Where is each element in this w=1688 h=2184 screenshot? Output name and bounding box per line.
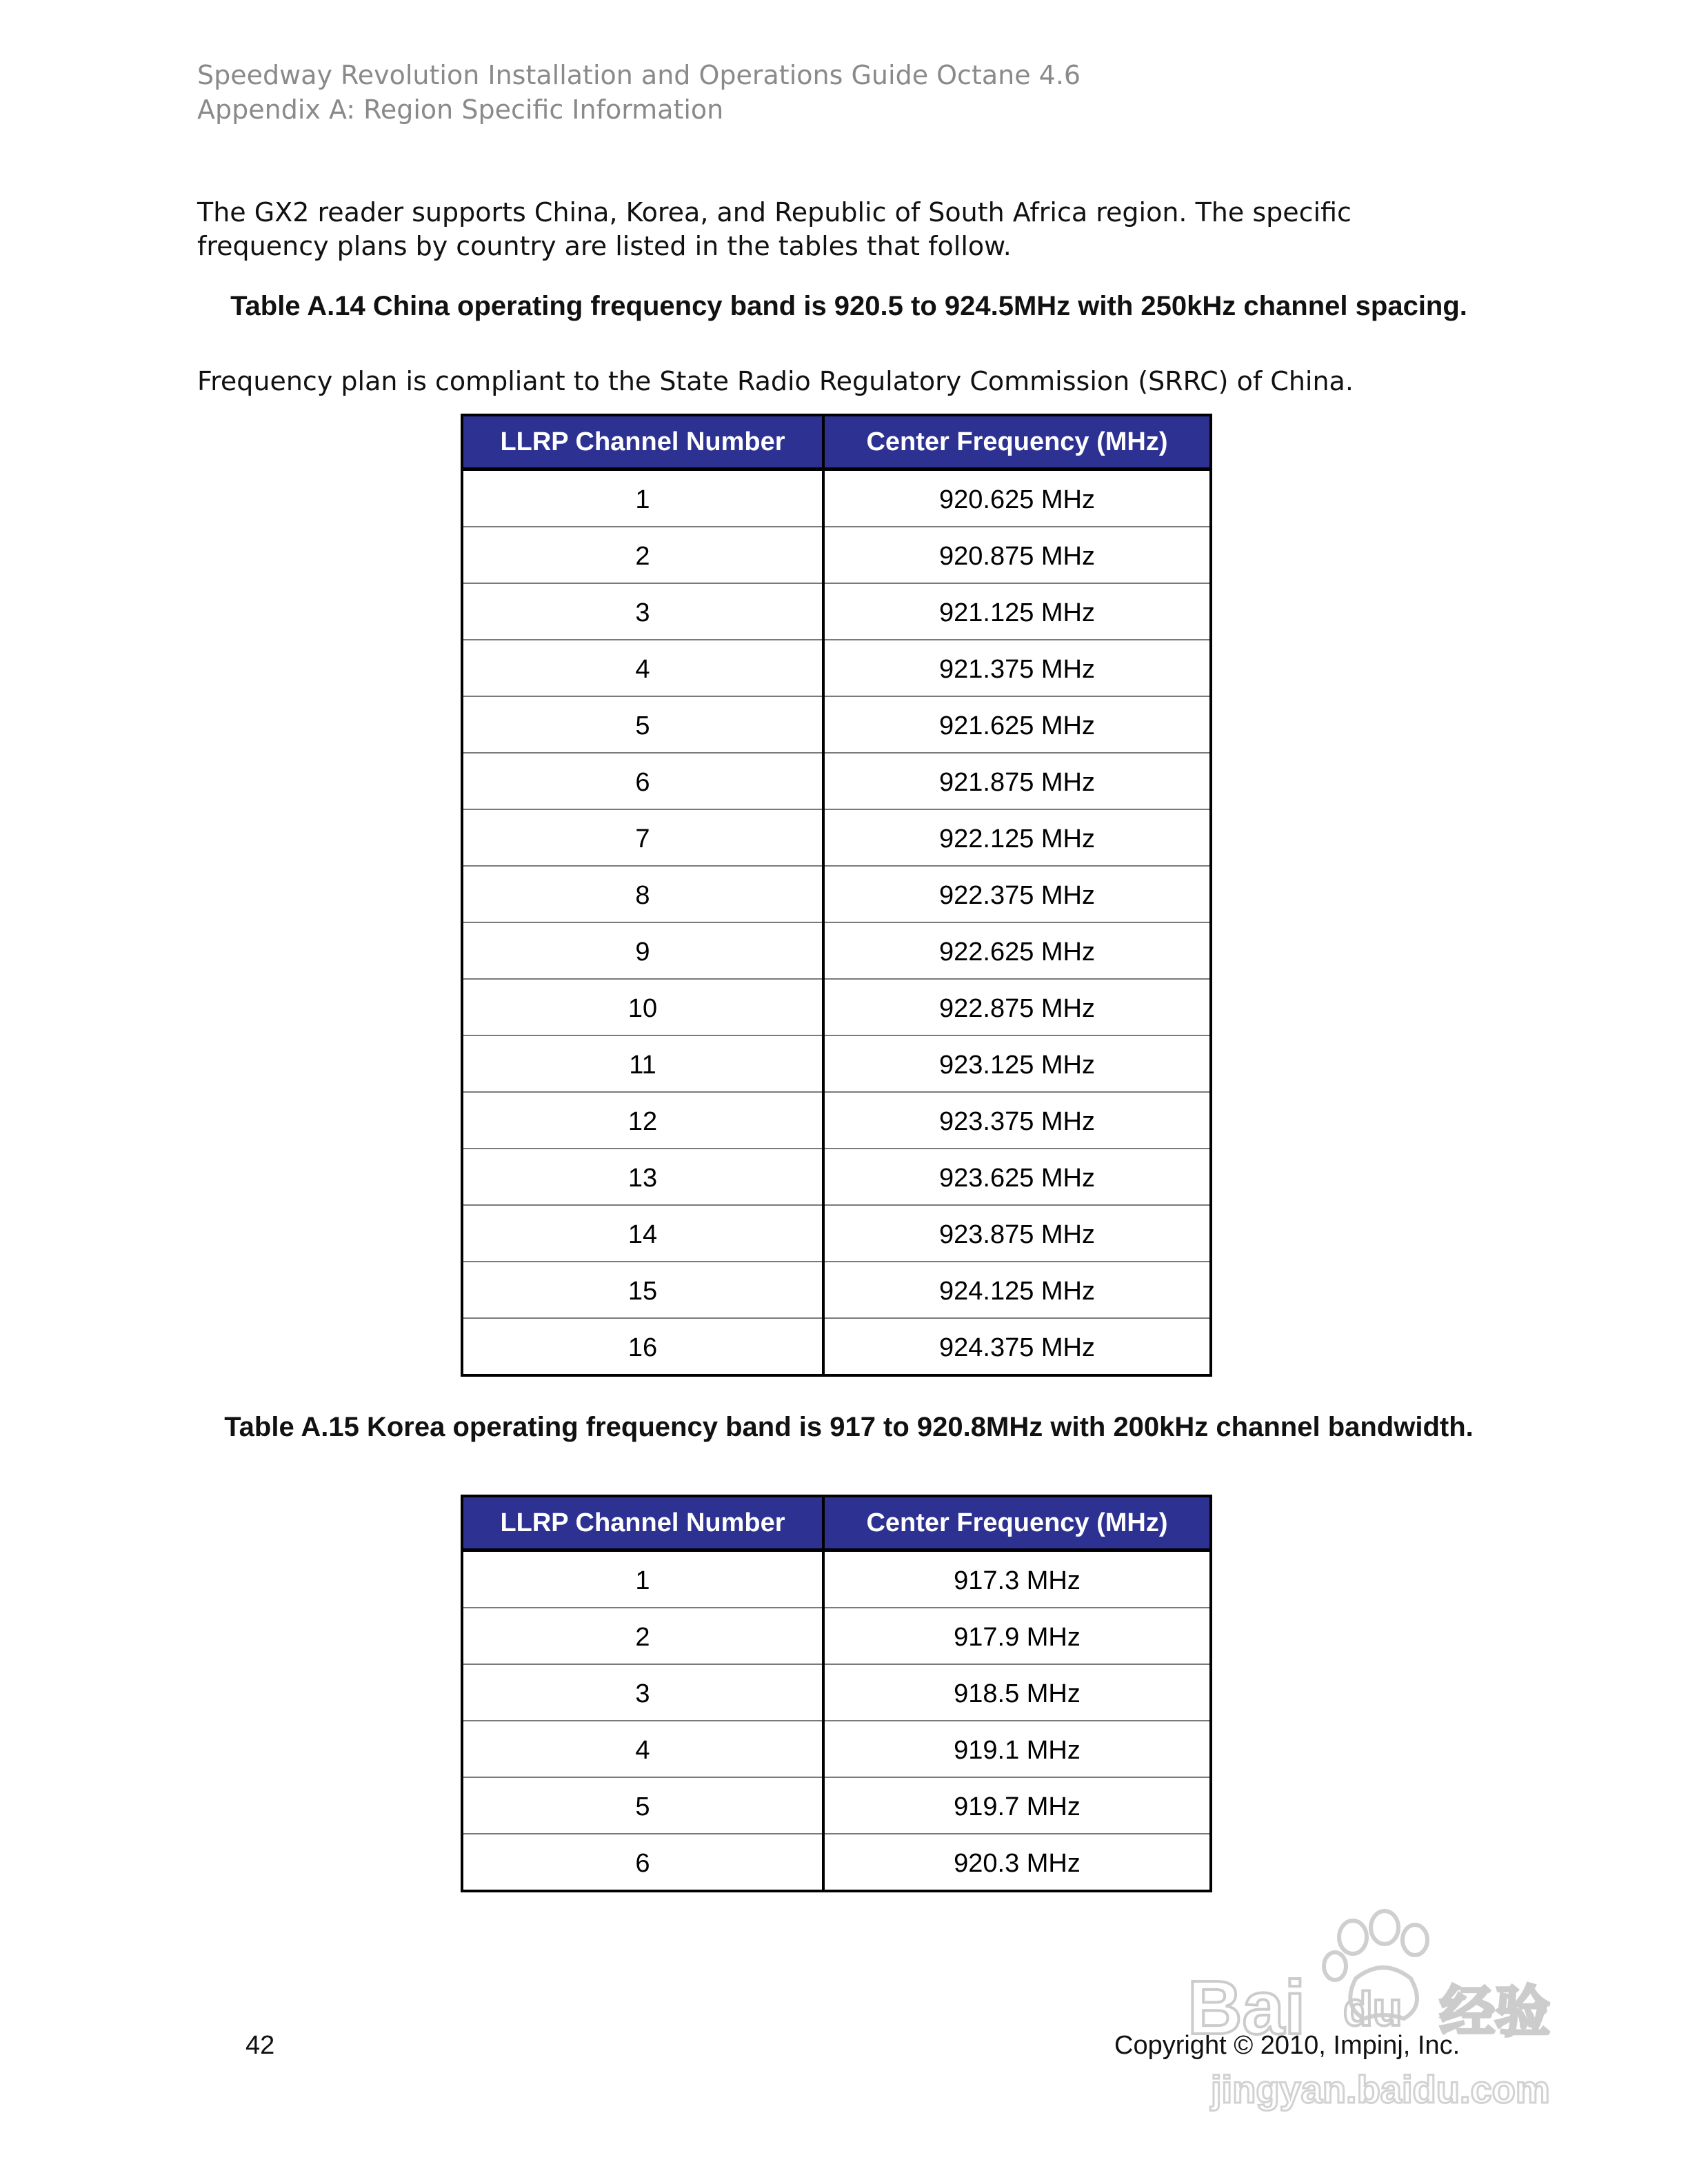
column-header-frequency: Center Frequency (MHz) bbox=[823, 1496, 1211, 1550]
table-header-row bbox=[462, 1496, 1211, 1550]
center-frequency-cell: 921.125 MHz bbox=[823, 583, 1211, 640]
table-header-row bbox=[462, 415, 1211, 469]
channel-number-cell: 8 bbox=[462, 866, 823, 922]
watermark-cn: 经验 bbox=[1440, 1980, 1550, 2044]
channel-number-cell: 16 bbox=[462, 1318, 823, 1375]
center-frequency-cell: 923.125 MHz bbox=[823, 1035, 1211, 1092]
channel-number-cell: 3 bbox=[462, 1664, 823, 1721]
center-frequency-cell: 920.875 MHz bbox=[823, 527, 1211, 583]
table-row bbox=[462, 1262, 1211, 1318]
table-row bbox=[462, 1834, 1211, 1891]
table-row bbox=[462, 1608, 1211, 1664]
center-frequency-cell: 920.3 MHz bbox=[823, 1834, 1211, 1891]
channel-number-cell: 5 bbox=[462, 696, 823, 753]
column-header-channel: LLRP Channel Number bbox=[462, 415, 823, 469]
table-row bbox=[462, 469, 1211, 527]
center-frequency-cell: 918.5 MHz bbox=[823, 1664, 1211, 1721]
center-frequency-cell: 919.1 MHz bbox=[823, 1721, 1211, 1777]
table-row bbox=[462, 1035, 1211, 1092]
center-frequency-cell: 923.375 MHz bbox=[823, 1092, 1211, 1149]
column-header-channel: LLRP Channel Number bbox=[462, 1496, 823, 1550]
channel-number-cell: 5 bbox=[462, 1777, 823, 1834]
srrc-compliance-note: Frequency plan is compliant to the State Radio Regulatory Commission (SRRC) of China. bbox=[197, 366, 1354, 396]
center-frequency-cell: 921.375 MHz bbox=[823, 640, 1211, 696]
copyright-notice: Copyright © 2010, Impinj, Inc. bbox=[1114, 2031, 1460, 2060]
table-row bbox=[462, 1721, 1211, 1777]
channel-number-cell: 11 bbox=[462, 1035, 823, 1092]
center-frequency-cell: 924.125 MHz bbox=[823, 1262, 1211, 1318]
center-frequency-cell: 922.125 MHz bbox=[823, 809, 1211, 866]
channel-number-cell: 9 bbox=[462, 922, 823, 979]
center-frequency-cell: 921.875 MHz bbox=[823, 753, 1211, 809]
watermark-brand-du: du bbox=[1343, 1982, 1403, 2036]
channel-number-cell: 15 bbox=[462, 1262, 823, 1318]
channel-number-cell: 6 bbox=[462, 753, 823, 809]
table-row bbox=[462, 753, 1211, 809]
table-a15-caption: Table A.15 Korea operating frequency band is 917 to 920.8MHz with 200kHz channel bandwidth. bbox=[224, 1412, 1474, 1442]
center-frequency-cell: 921.625 MHz bbox=[823, 696, 1211, 753]
channel-number-cell: 4 bbox=[462, 640, 823, 696]
center-frequency-cell: 923.875 MHz bbox=[823, 1205, 1211, 1262]
table-row bbox=[462, 1664, 1211, 1721]
center-frequency-cell: 922.375 MHz bbox=[823, 866, 1211, 922]
table-row bbox=[462, 1205, 1211, 1262]
channel-number-cell: 3 bbox=[462, 583, 823, 640]
page-number: 42 bbox=[245, 2031, 275, 2060]
center-frequency-cell: 922.875 MHz bbox=[823, 979, 1211, 1035]
running-header bbox=[197, 58, 1081, 127]
china-frequency-table bbox=[461, 414, 1212, 1377]
table-row bbox=[462, 583, 1211, 640]
channel-number-cell: 2 bbox=[462, 1608, 823, 1664]
channel-number-cell: 14 bbox=[462, 1205, 823, 1262]
channel-number-cell: 12 bbox=[462, 1092, 823, 1149]
channel-number-cell: 10 bbox=[462, 979, 823, 1035]
center-frequency-cell: 919.7 MHz bbox=[823, 1777, 1211, 1834]
table-row bbox=[462, 866, 1211, 922]
intro-paragraph: The GX2 reader supports China, Korea, and Republic of South Africa region. The specific frequency plans by country are listed in the tables that follow. bbox=[197, 197, 1352, 261]
center-frequency-cell: 923.625 MHz bbox=[823, 1149, 1211, 1205]
table-row bbox=[462, 527, 1211, 583]
channel-number-cell: 1 bbox=[462, 469, 823, 527]
column-header-frequency: Center Frequency (MHz) bbox=[823, 415, 1211, 469]
table-row bbox=[462, 922, 1211, 979]
watermark-brand: Bai bbox=[1187, 1965, 1306, 2050]
channel-number-cell: 6 bbox=[462, 1834, 823, 1891]
table-row bbox=[462, 1777, 1211, 1834]
baidu-jingyan-watermark bbox=[1183, 1903, 1569, 2116]
center-frequency-cell: 917.9 MHz bbox=[823, 1608, 1211, 1664]
channel-number-cell: 2 bbox=[462, 527, 823, 583]
table-row bbox=[462, 1318, 1211, 1375]
center-frequency-cell: 920.625 MHz bbox=[823, 469, 1211, 527]
table-row bbox=[462, 1149, 1211, 1205]
channel-number-cell: 13 bbox=[462, 1149, 823, 1205]
table-row bbox=[462, 696, 1211, 753]
center-frequency-cell: 924.375 MHz bbox=[823, 1318, 1211, 1375]
table-row bbox=[462, 979, 1211, 1035]
center-frequency-cell: 917.3 MHz bbox=[823, 1550, 1211, 1608]
watermark-url: jingyan.baidu.com bbox=[1211, 2067, 1550, 2111]
channel-number-cell: 7 bbox=[462, 809, 823, 866]
center-frequency-cell: 922.625 MHz bbox=[823, 922, 1211, 979]
table-a14-caption: Table A.14 China operating frequency band is 920.5 to 924.5MHz with 250kHz channel spacing. bbox=[230, 291, 1467, 321]
channel-number-cell: 4 bbox=[462, 1721, 823, 1777]
table-row bbox=[462, 640, 1211, 696]
running-header-section: Appendix A: Region Specific Information bbox=[197, 94, 724, 125]
channel-number-cell: 1 bbox=[462, 1550, 823, 1608]
korea-frequency-table bbox=[461, 1495, 1212, 1892]
running-header-title: Speedway Revolution Installation and Operations Guide Octane 4.6 bbox=[197, 60, 1081, 90]
table-row bbox=[462, 1092, 1211, 1149]
table-row bbox=[462, 809, 1211, 866]
table-row bbox=[462, 1550, 1211, 1608]
